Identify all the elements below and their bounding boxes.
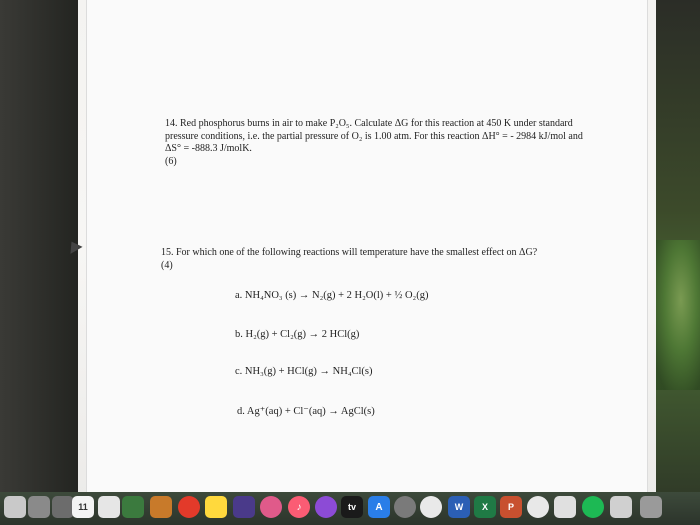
preview-icon[interactable]	[610, 496, 632, 518]
notes-icon[interactable]	[98, 496, 120, 518]
podcasts-icon[interactable]	[315, 496, 337, 518]
onenote-icon[interactable]	[527, 496, 549, 518]
monitor-bezel-right	[650, 0, 700, 525]
word-icon[interactable]	[448, 496, 470, 518]
option-c: c. NH₃(g) + HCl(g) → NH₄Cl(s)	[235, 366, 373, 377]
question-14-text: 14. Red phosphorus burns in air to make P₂O₅. Calculate ΔG for this reaction at 450 K under standard pressure conditions, i.e. the partial pressure of O₂ is 1.00 atm. For this reaction ΔH° = - 2984 kJ/mol and ΔS° = -888.3 J/molK.	[165, 118, 583, 154]
app-store-icon[interactable]: A	[368, 496, 390, 518]
excel-label: X	[481, 502, 488, 512]
music-icon[interactable]: ♪	[288, 496, 310, 518]
trash-icon[interactable]	[640, 496, 662, 518]
messages-icon[interactable]	[233, 496, 255, 518]
photos-wheel-icon[interactable]	[178, 496, 200, 518]
option-b: b. H₂(g) + Cl₂(g) → 2 HCl(g)	[235, 329, 360, 340]
notes-yellow-icon[interactable]	[205, 496, 227, 518]
screen	[78, 0, 656, 497]
news-icon[interactable]	[260, 496, 282, 518]
word-label: W	[454, 502, 464, 512]
question-15-text: 15. For which one of the following reactions will temperature have the smallest effect on ΔG?	[161, 247, 538, 258]
powerpoint-label: P	[507, 502, 514, 512]
tv-icon[interactable]	[341, 496, 363, 518]
question-15-points: (4)	[161, 259, 173, 271]
tv-label: tv	[347, 502, 356, 512]
launchpad-icon[interactable]	[554, 496, 576, 518]
document-page	[86, 0, 648, 497]
question-14	[165, 118, 585, 168]
app-icon[interactable]	[52, 496, 74, 518]
question-15	[161, 247, 591, 272]
finder-icon[interactable]	[4, 496, 26, 518]
photo-app-icon[interactable]	[150, 496, 172, 518]
powerpoint-icon[interactable]	[500, 496, 522, 518]
numbers-icon[interactable]	[122, 496, 144, 518]
excel-icon[interactable]	[474, 496, 496, 518]
calendar-icon[interactable]	[72, 496, 94, 518]
system-preferences-icon[interactable]	[394, 496, 416, 518]
calendar-day: 11	[78, 502, 88, 512]
background-plant	[652, 240, 700, 390]
option-a: a. NH₄NO₃ (s) → N₂(g) + 2 H₂O(l) + ½ O₂(g)	[235, 290, 429, 301]
option-d: d. Ag⁺(aq) + Cl⁻(aq) → AgCl(s)	[237, 406, 375, 417]
spotify-icon[interactable]	[582, 496, 604, 518]
photos-icon[interactable]	[28, 496, 50, 518]
dock	[0, 492, 700, 525]
chrome-icon[interactable]	[420, 496, 442, 518]
question-14-points: (6)	[165, 155, 177, 167]
